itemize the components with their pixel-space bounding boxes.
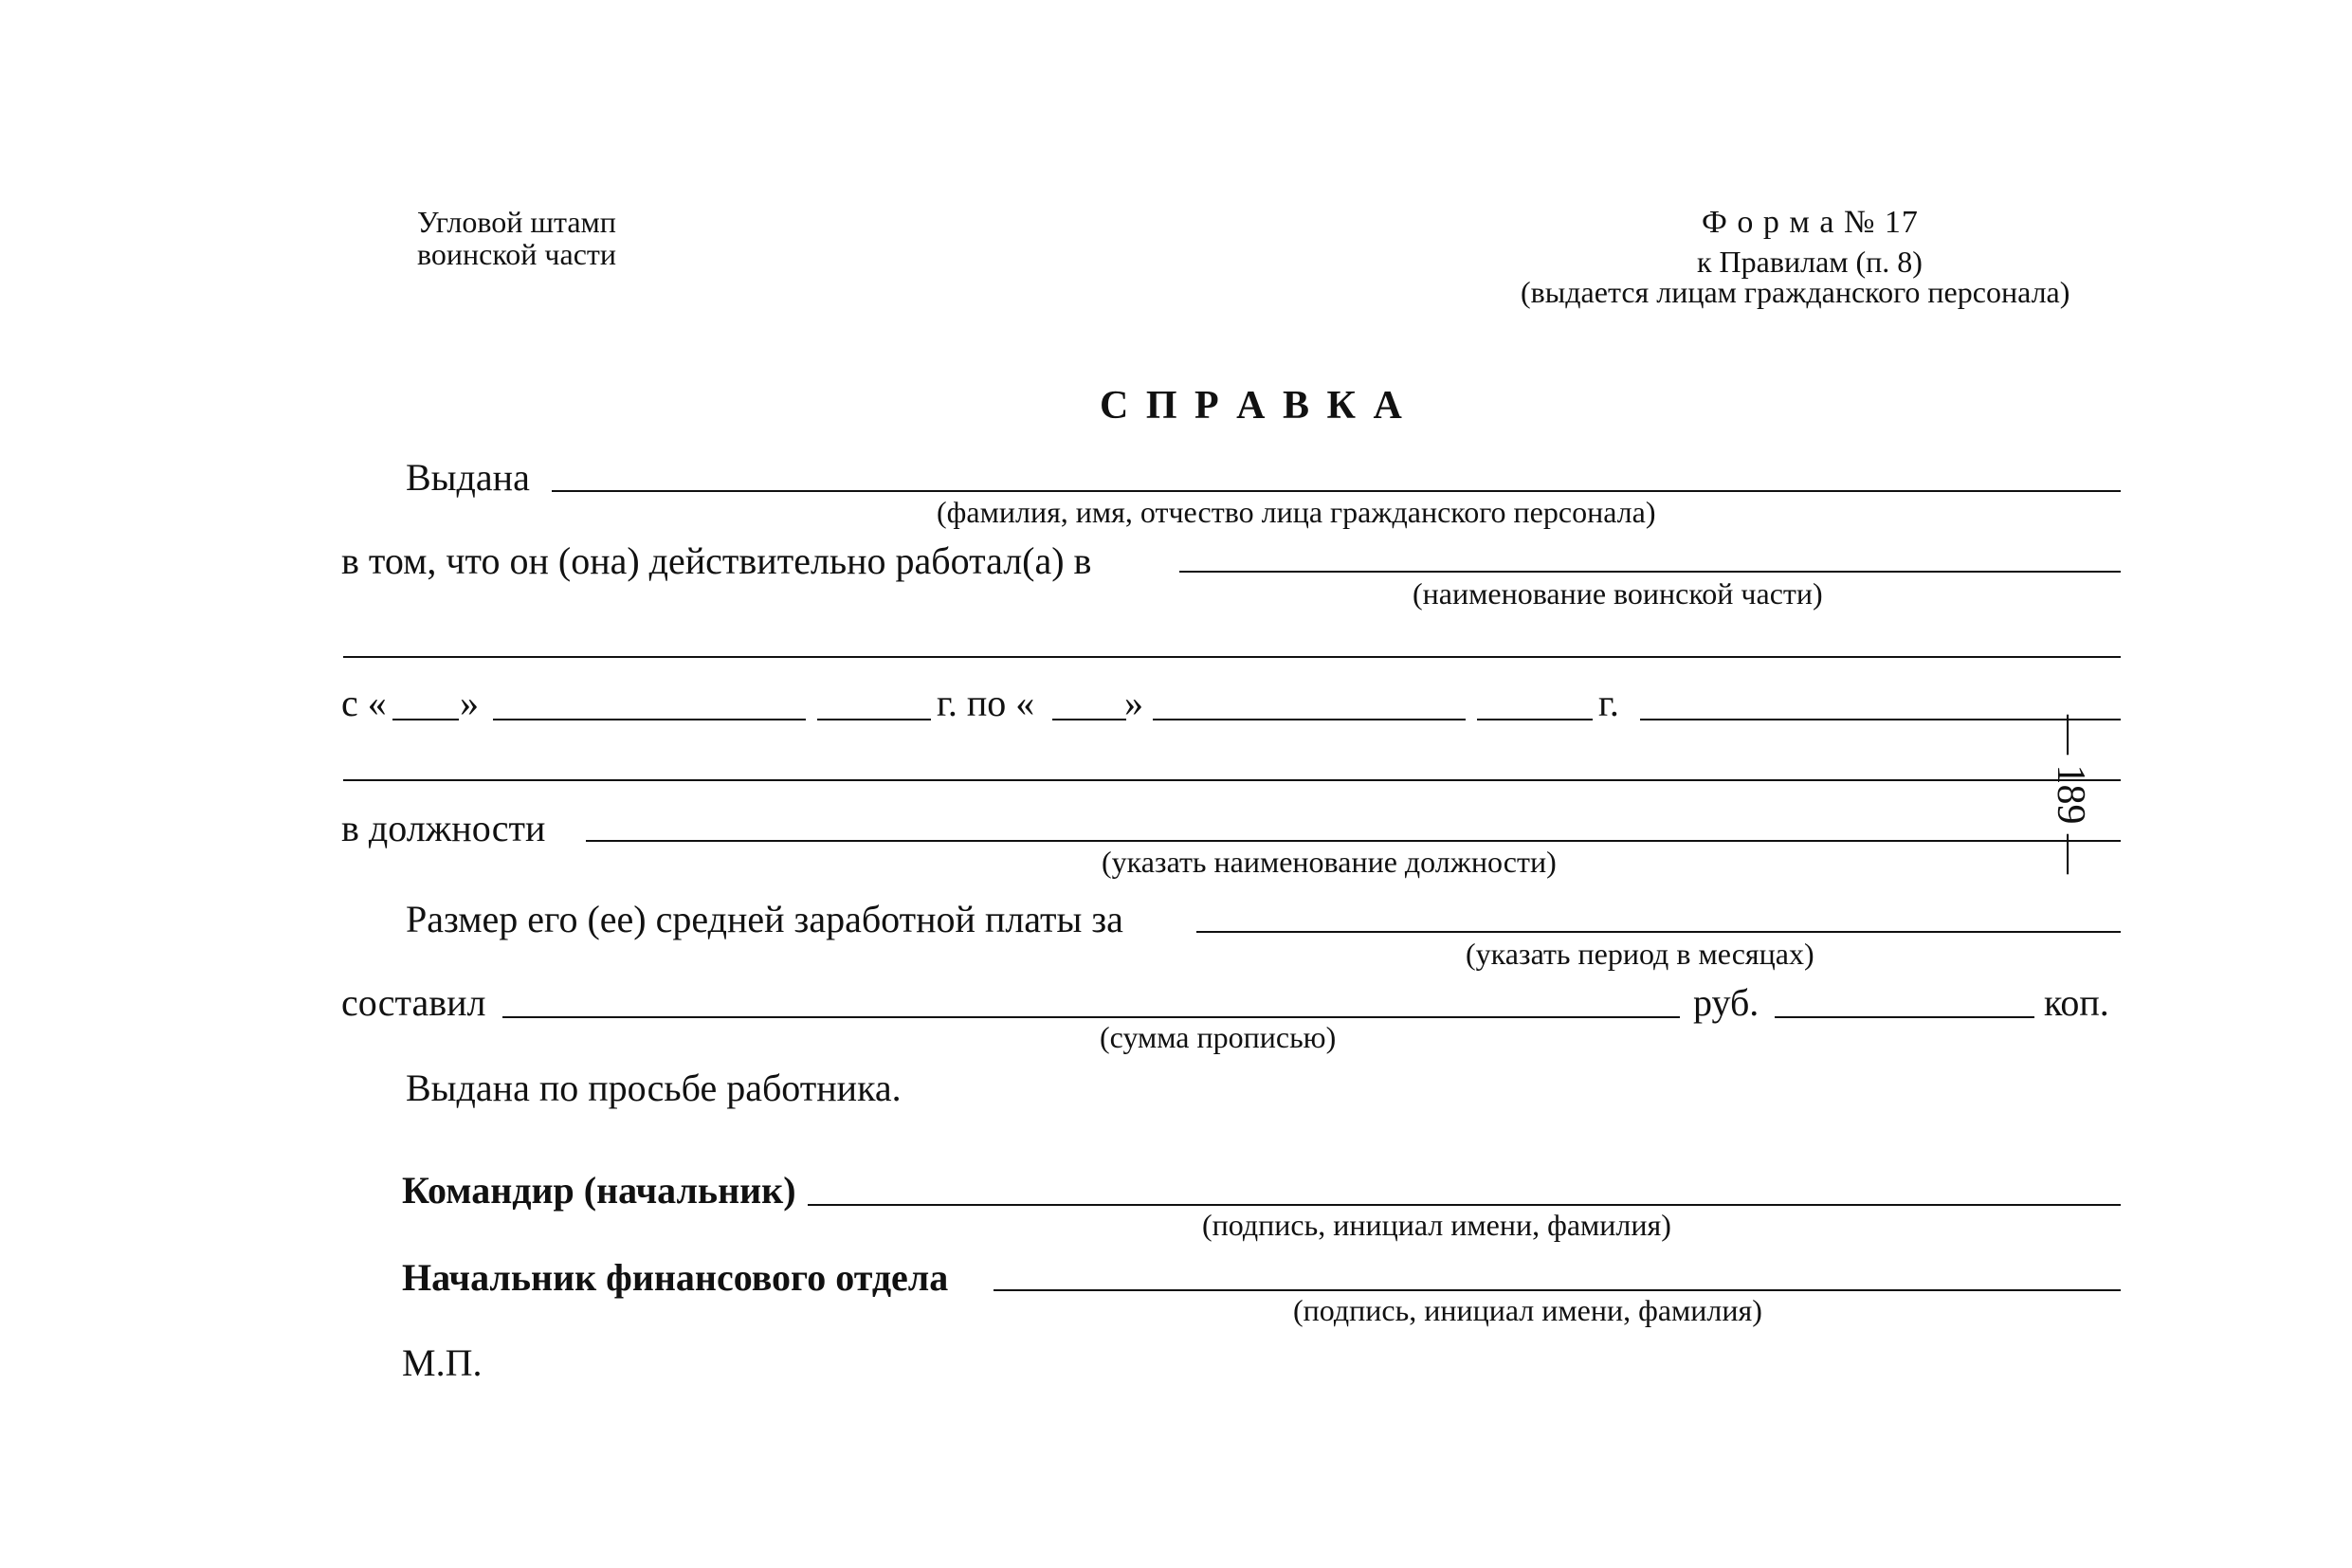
seal-label: М.П.: [402, 1341, 483, 1384]
rules-reference: к Правилам (п. 8): [1697, 245, 1923, 279]
position-caption: (указать наименование должности): [1102, 845, 1557, 879]
unit-field[interactable]: [1179, 571, 2121, 573]
to-year-field[interactable]: [1477, 719, 1593, 720]
year-to-label: г. по «: [937, 682, 1035, 724]
amount-label: составил: [341, 981, 486, 1024]
to-month-field[interactable]: [1153, 719, 1466, 720]
unit-field-continuation[interactable]: [343, 656, 2121, 658]
from-month-field[interactable]: [493, 719, 806, 720]
kop-field[interactable]: [1775, 1016, 2034, 1018]
commander-label: Командир (начальник): [402, 1169, 796, 1212]
worked-label: в том, что он (она) действительно работал(а) в: [341, 539, 1092, 582]
date-continuation-field[interactable]: [343, 779, 2121, 781]
commander-signature-field[interactable]: [808, 1204, 2121, 1206]
rub-label: руб.: [1693, 981, 1759, 1024]
finance-label: Начальник финансового отдела: [402, 1256, 949, 1299]
fio-caption: (фамилия, имя, отчество лица гражданского персонала): [937, 495, 1656, 529]
issued-label: Выдана: [406, 456, 530, 499]
stamp-line-1: Угловой штамп: [417, 205, 616, 239]
period-field[interactable]: [1196, 931, 2121, 933]
fio-field[interactable]: [552, 490, 2121, 492]
document-title: С П Р А В К А: [1100, 384, 1406, 428]
amount-field[interactable]: [502, 1016, 1680, 1018]
unit-caption: (наименование воинской части): [1413, 576, 1823, 611]
salary-label: Размер его (ее) средней заработной платы за: [406, 898, 1123, 940]
quote-close-2: »: [1124, 682, 1143, 724]
to-day-field[interactable]: [1052, 719, 1126, 720]
form-number: Ф о р м а № 17: [1702, 205, 1919, 240]
position-label: в должности: [341, 807, 546, 849]
finance-caption: (подпись, инициал имени, фамилия): [1293, 1293, 1762, 1327]
finance-signature-field[interactable]: [994, 1289, 2121, 1291]
from-year-field[interactable]: [817, 719, 931, 720]
issued-to-note: (выдается лицам гражданского персонала): [1521, 275, 2070, 309]
kop-label: коп.: [2044, 981, 2109, 1024]
from-label: с «: [341, 682, 387, 724]
amount-caption: (сумма прописью): [1100, 1020, 1337, 1054]
year-label-2: г.: [1598, 682, 1619, 724]
position-field[interactable]: [586, 840, 2121, 842]
stamp-line-2: воинской части: [417, 237, 616, 271]
from-day-field[interactable]: [392, 719, 459, 720]
quote-close-1: »: [460, 682, 479, 724]
page-number: — 189 —: [2049, 715, 2092, 874]
commander-caption: (подпись, инициал имени, фамилия): [1202, 1208, 1671, 1242]
request-text: Выдана по просьбе работника.: [406, 1067, 902, 1109]
period-caption: (указать период в месяцах): [1466, 937, 1814, 971]
